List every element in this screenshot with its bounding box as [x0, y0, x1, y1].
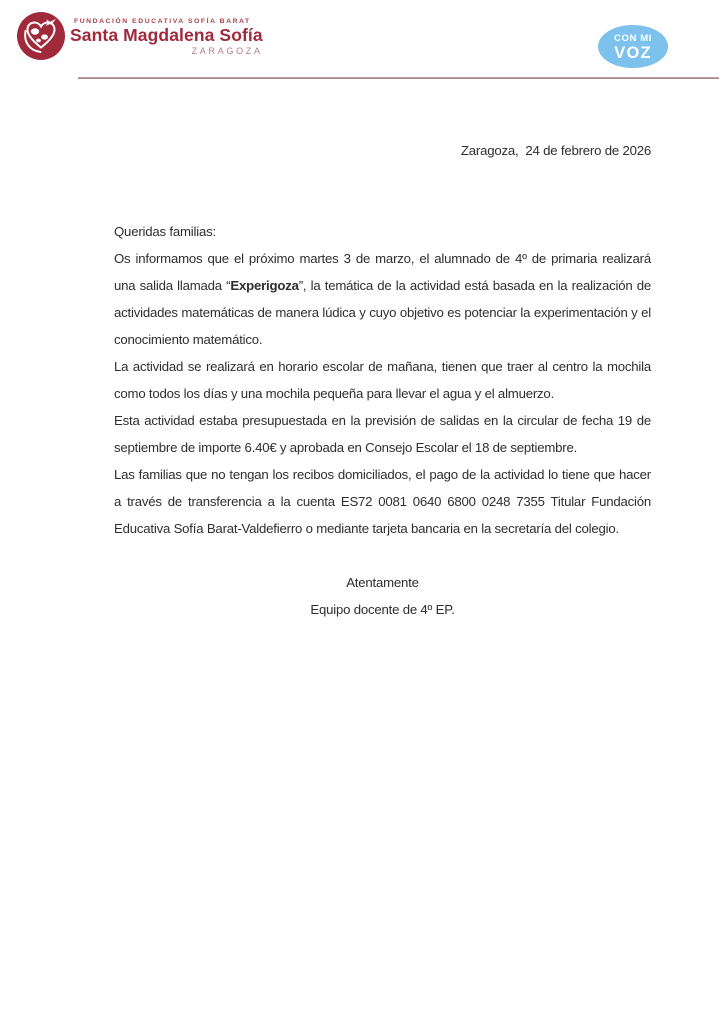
paragraph-schedule: La actividad se realizará en horario escolar de mañana, tienen que traer al centro la mochila como todos los días y una mochila pequeña para llevar el agua y el almuerzo.	[114, 359, 651, 401]
header-divider	[78, 77, 719, 79]
closing-signature: Equipo docente de 4º EP.	[310, 602, 455, 617]
activity-name-bold: Experigoza	[230, 278, 299, 293]
closing-salutation: Atentamente	[346, 575, 419, 590]
school-city: ZARAGOZA	[191, 46, 263, 56]
school-logo-text	[70, 11, 263, 56]
school-logo	[16, 11, 263, 61]
badge-line1: CON MI	[614, 33, 652, 44]
foundation-name: FUNDACIÓN EDUCATIVA SOFÍA BARAT	[74, 18, 251, 25]
paragraph-text: Os informamos que el próximo martes 3 de marzo, el alumnado de 4º de primaria realizará una salida llamada “	[114, 251, 651, 293]
school-name: Santa Magdalena Sofía	[70, 25, 263, 45]
letter-body	[114, 137, 651, 623]
con-mi-voz-badge-icon	[598, 25, 668, 68]
paragraph-payment: Las familias que no tengan los recibos domiciliados, el pago de la actividad lo tiene que hacer a través de transferencia a la cuenta ES72 0081 0640 6800 0248 7355 Titular Fundación Educativa Sofía Barat-Valdefierro o mediante tarjeta bancaria en la secretaría del colegio.	[114, 467, 651, 536]
paragraph-budget: Esta actividad estaba presupuestada en la previsión de salidas en la circular de fecha 19 de septiembre de importe 6.40€ y aprobada en Consejo Escolar el 18 de septiembre.	[114, 413, 651, 455]
school-emblem-icon	[16, 11, 66, 61]
salutation: Queridas familias:	[114, 224, 216, 239]
paragraph-outing-info	[114, 245, 651, 353]
badge-line2: VOZ	[614, 43, 652, 62]
closing-block	[114, 569, 651, 623]
paragraph-text: ”, la temática de la actividad está basada en la realización de actividades matemáticas de manera lúdica y cuyo objetivo es potenciar la experimentación y el conocimiento matemático.	[114, 278, 651, 347]
date-line: Zaragoza, 24 de febrero de 2026	[460, 143, 651, 158]
